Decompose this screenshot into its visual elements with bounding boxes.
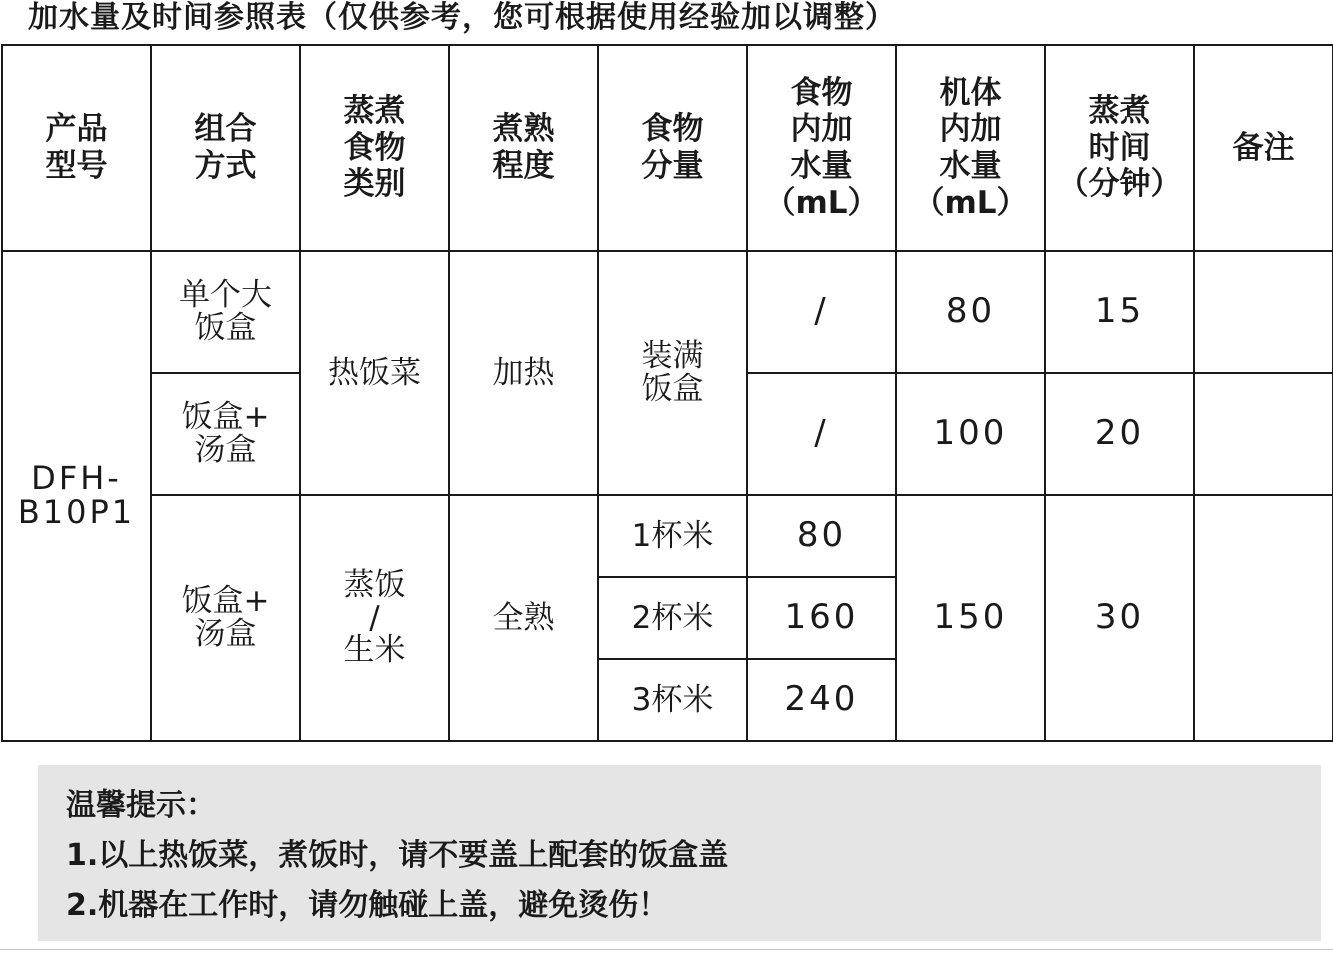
note-cell — [1194, 251, 1333, 373]
reference-table — [1, 44, 1333, 742]
food-type-cell: 热饭菜 — [300, 251, 449, 495]
time-cell: 20 — [1045, 373, 1194, 495]
body-water-cell: 80 — [896, 251, 1045, 373]
table-row — [2, 251, 1333, 373]
food-water-cell: 160 — [747, 577, 896, 659]
page-title: 加水量及时间参照表（仅供参考，您可根据使用经验加以调整） — [28, 0, 896, 35]
combo-cell: 饭盒+ 汤盒 — [151, 373, 300, 495]
body-water-cell: 150 — [896, 495, 1045, 741]
combo-cell: 饭盒+ 汤盒 — [151, 495, 300, 741]
food-water-cell: / — [747, 373, 896, 495]
portion-cell: 3杯米 — [598, 659, 747, 741]
header-row — [2, 45, 1333, 251]
time-cell: 30 — [1045, 495, 1194, 741]
food-type-cell: 蒸饭 / 生米 — [300, 495, 449, 741]
portion-cell: 1杯米 — [598, 495, 747, 577]
bottom-divider — [0, 949, 1333, 950]
portion-cell: 装满 饭盒 — [598, 251, 747, 495]
notice-line-1: 1.以上热饭菜，煮饭时，请不要盖上配套的饭盒盖 — [66, 838, 729, 873]
food-water-cell: / — [747, 251, 896, 373]
header-doneness: 煮熟 程度 — [449, 45, 598, 251]
portion-cell: 2杯米 — [598, 577, 747, 659]
model-cell: DFH- B10P1 — [2, 251, 151, 741]
notice-line-2: 2.机器在工作时，请勿触碰上盖，避免烫伤！ — [66, 888, 669, 923]
notice-box — [38, 765, 1321, 941]
note-cell — [1194, 373, 1333, 495]
header-time: 蒸煮 时间 （分钟） — [1045, 45, 1194, 251]
header-food-water: 食物 内加 水量 （mL） — [747, 45, 896, 251]
food-water-cell: 240 — [747, 659, 896, 741]
header-food-type: 蒸煮 食物 类别 — [300, 45, 449, 251]
doneness-cell: 加热 — [449, 251, 598, 495]
doneness-cell: 全熟 — [449, 495, 598, 741]
time-cell: 15 — [1045, 251, 1194, 373]
header-portion: 食物 分量 — [598, 45, 747, 251]
header-body-water: 机体 内加 水量 （mL） — [896, 45, 1045, 251]
header-combo: 组合 方式 — [151, 45, 300, 251]
note-cell — [1194, 495, 1333, 741]
table-row — [2, 495, 1333, 577]
header-note: 备注 — [1194, 45, 1333, 251]
food-water-cell: 80 — [747, 495, 896, 577]
combo-cell: 单个大 饭盒 — [151, 251, 300, 373]
notice-heading: 温馨提示： — [66, 788, 216, 823]
header-model: 产品 型号 — [2, 45, 151, 251]
body-water-cell: 100 — [896, 373, 1045, 495]
